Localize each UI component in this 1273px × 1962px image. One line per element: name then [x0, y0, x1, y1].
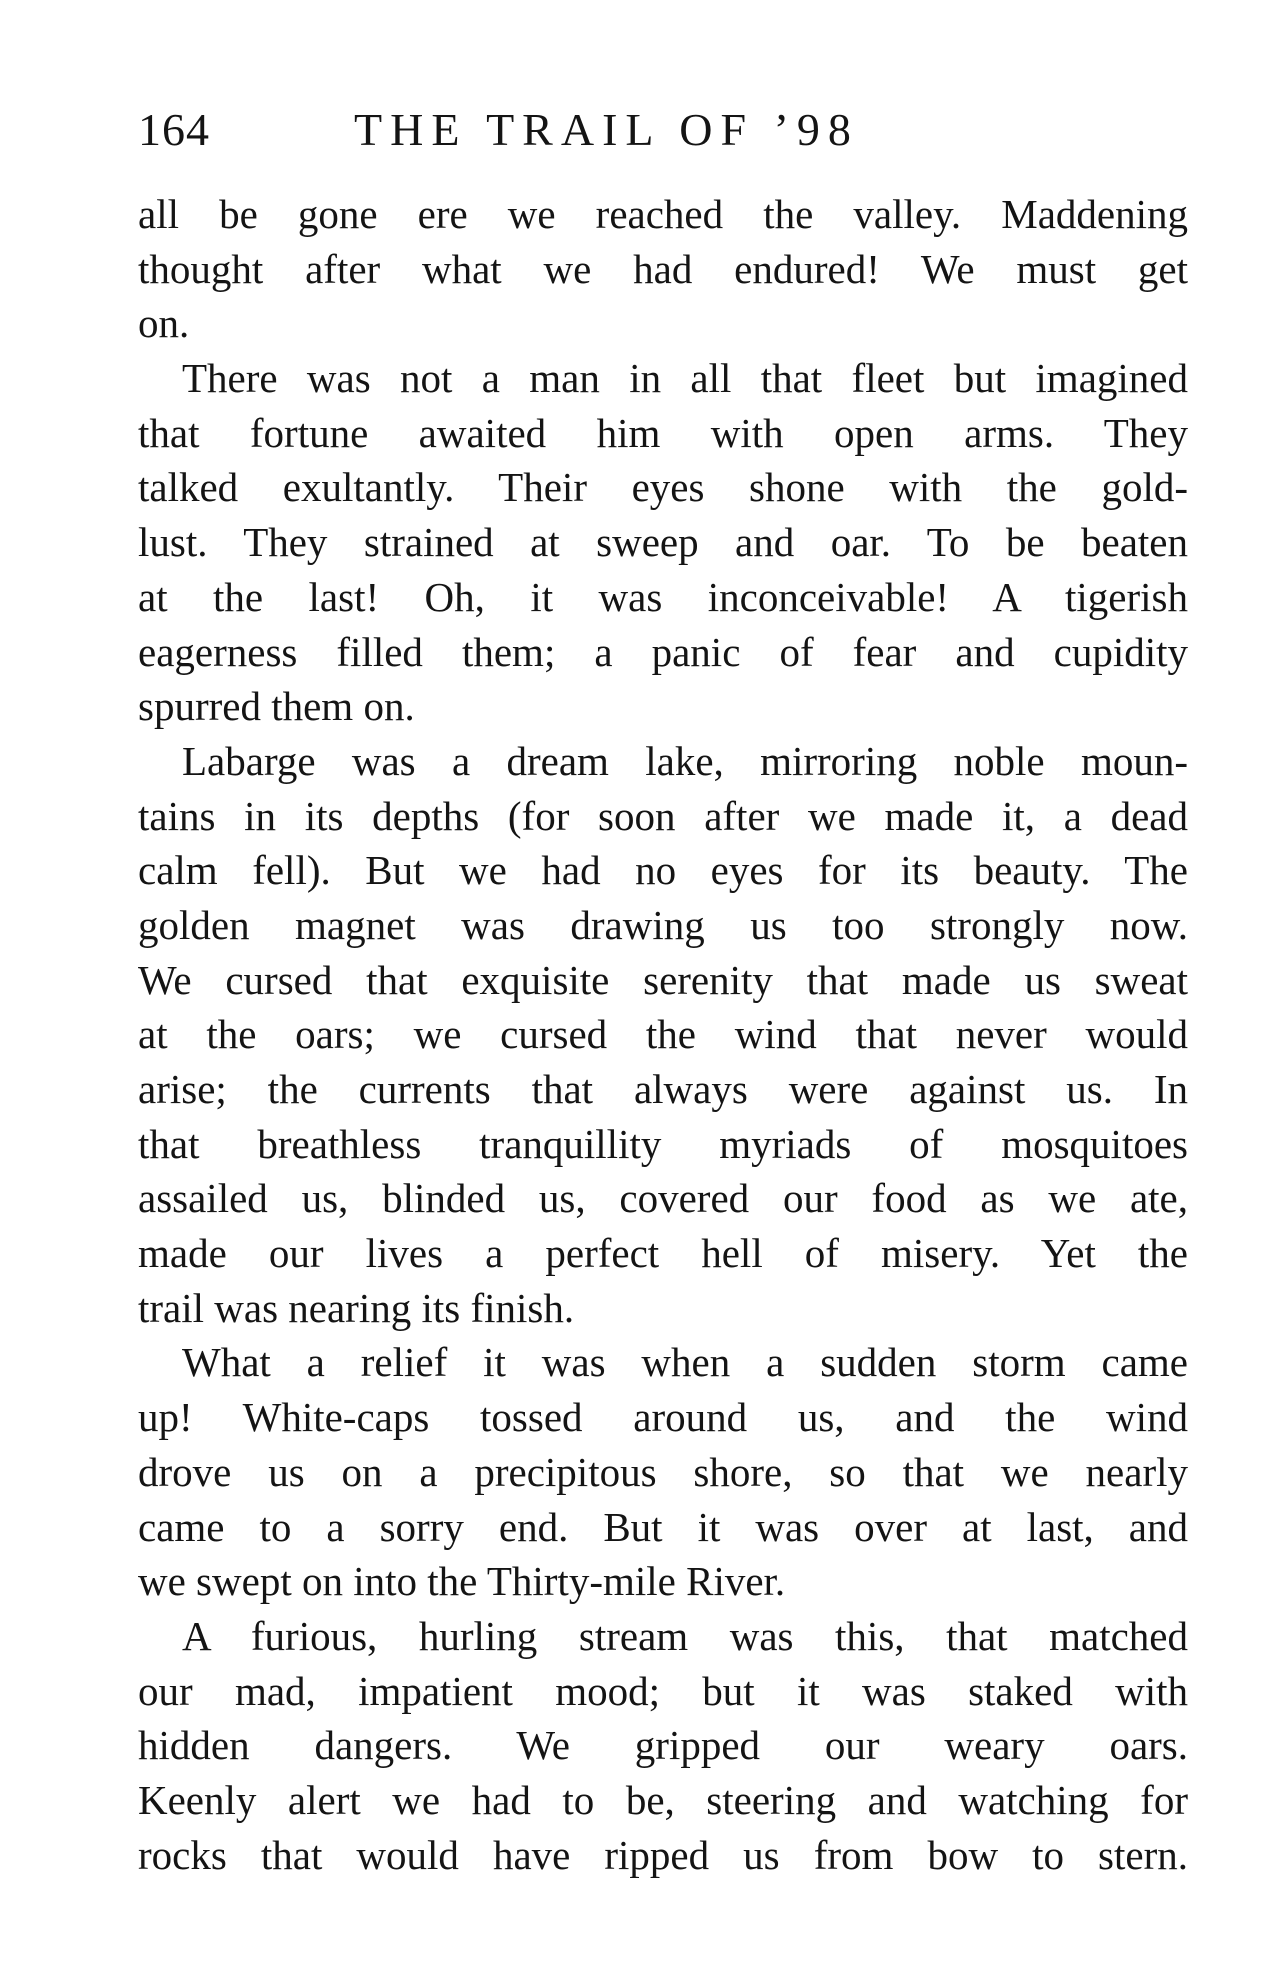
text-line: came to a sorry end. But it was over at last, and — [138, 1503, 1188, 1550]
text-line: Labarge was a dream lake, mirroring noble moun- — [182, 737, 1188, 784]
paragraph — [138, 351, 1188, 734]
body-text — [138, 187, 1188, 1882]
text-line: There was not a man in all that fleet but imagined — [182, 355, 1188, 402]
text-line: made our lives a perfect hell of misery. Yet the — [138, 1230, 1188, 1277]
text-line: We cursed that exquisite serenity that made us sweat — [138, 956, 1188, 1003]
text-line: at the oars; we cursed the wind that never would — [138, 1011, 1188, 1058]
text-line: lust. They strained at sweep and oar. To be beaten — [138, 519, 1188, 566]
text-line: that breathless tranquillity myriads of mosquitoes — [138, 1120, 1188, 1167]
text-line: assailed us, blinded us, covered our food as we ate, — [138, 1175, 1188, 1222]
paragraph — [138, 187, 1188, 351]
text-line: talked exultantly. Their eyes shone with the gold- — [138, 464, 1188, 511]
text-line: A furious, hurling stream was this, that matched — [182, 1612, 1188, 1659]
text-line: Keenly alert we had to be, steering and watching for — [138, 1776, 1188, 1823]
text-line: trail was nearing its finish. — [138, 1284, 575, 1331]
text-line: hidden dangers. We gripped our weary oars. — [138, 1722, 1188, 1769]
text-line: What a relief it was when a sudden storm came — [182, 1339, 1188, 1386]
paragraph — [138, 1335, 1188, 1608]
paragraph — [138, 734, 1188, 1336]
text-line: arise; the currents that always were against us. In — [138, 1066, 1188, 1112]
running-head — [138, 100, 1188, 160]
text-line: we swept on into the Thirty-mile River. — [138, 1558, 786, 1605]
text-line: on. — [138, 300, 190, 347]
text-line: spurred them on. — [138, 683, 415, 730]
text-line: all be gone ere we reached the valley. Maddening — [138, 191, 1188, 237]
text-line: golden magnet was drawing us too strongly now. — [138, 901, 1188, 948]
running-title: THE TRAIL OF ’98 — [354, 104, 859, 155]
text-line: drove us on a precipitous shore, so that we nearly — [138, 1448, 1188, 1495]
text-line: that fortune awaited him with open arms. They — [138, 409, 1188, 456]
page-number: 164 — [138, 104, 210, 155]
text-line: up! White-caps tossed around us, and the wind — [138, 1394, 1188, 1441]
text-line: thought after what we had endured! We must get — [138, 245, 1188, 292]
text-line: our mad, impatient mood; but it was staked with — [138, 1667, 1188, 1714]
text-line: rocks that would have ripped us from bow to stern. — [138, 1831, 1188, 1878]
paragraph — [138, 1609, 1188, 1882]
text-line: at the last! Oh, it was inconceivable! A tigerish — [138, 573, 1188, 620]
text-line: eagerness filled them; a panic of fear and cupidity — [138, 628, 1188, 675]
text-line: tains in its depths (for soon after we made it, a dead — [138, 792, 1188, 839]
text-line: calm fell). But we had no eyes for its beauty. The — [138, 847, 1188, 894]
